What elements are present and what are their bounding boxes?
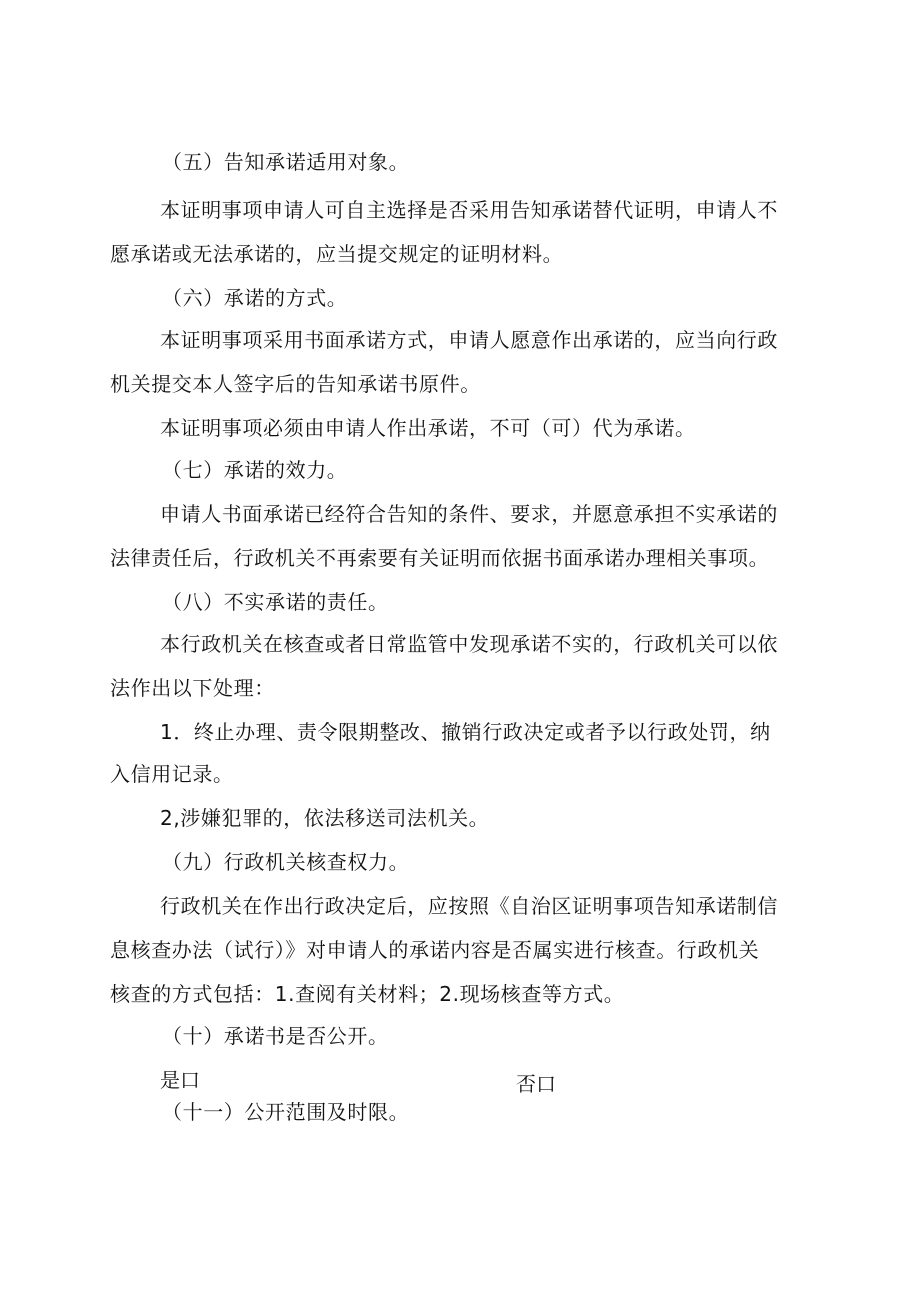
section-6-paragraph-line-1: 本证明事项采用书面承诺方式，申请人愿意作出承诺的，应当向行政 <box>160 328 778 352</box>
section-8-item-1-line-1: 1．终止办理、责令限期整改、撤销行政决定或者予以行政处罚，纳 <box>160 720 771 744</box>
section-7-heading: （七）承诺的效力。 <box>162 458 348 482</box>
publish-yes-option: 是口 <box>160 1068 200 1092</box>
section-7-paragraph-line-1: 申请人书面承诺已经符合告知的条件、要求，并愿意承担不实承诺的 <box>160 502 778 526</box>
section-7-paragraph-line-2: 法律责任后，行政机关不再索要有关证明而依据书面承诺办理相关事项。 <box>110 546 770 570</box>
section-6-heading: （六）承诺的方式。 <box>162 286 348 310</box>
section-6-paragraph-2: 本证明事项必须由申请人作出承诺，不可（可）代为承诺。 <box>160 416 696 440</box>
section-10-heading: （十）承诺书是否公开。 <box>162 1024 389 1048</box>
section-9-heading: （九）行政机关核查权力。 <box>162 850 410 874</box>
section-8-item-1-line-2: 入信用记录。 <box>110 762 234 786</box>
section-6-paragraph-line-2: 机关提交本人签字后的告知承诺书原件。 <box>110 372 481 396</box>
section-5-paragraph-line-2: 愿承诺或无法承诺的，应当提交规定的证明材料。 <box>110 242 564 266</box>
section-11-heading: （十一）公开范围及时限。 <box>162 1100 410 1124</box>
section-5-heading: （五）告知承诺适用对象。 <box>162 150 410 174</box>
section-9-paragraph-line-2: 息核查办法（试行）》对申请人的承诺内容是否属实进行核查。行政机关 <box>110 938 760 962</box>
section-8-paragraph-line-2: 法作出以下处理： <box>110 676 275 700</box>
section-9-paragraph-line-1: 行政机关在作出行政决定后，应按照《自治区证明事项告知承诺制信 <box>160 894 778 918</box>
section-8-heading: （八）不实承诺的责任。 <box>162 590 389 614</box>
section-5-paragraph-line-1: 本证明事项申请人可自主选择是否采用告知承诺替代证明，申请人不 <box>160 198 778 222</box>
section-8-paragraph-line-1: 本行政机关在核查或者日常监管中发现承诺不实的，行政机关可以依 <box>160 632 778 656</box>
section-8-item-2: 2,涉嫌犯罪的，依法移送司法机关。 <box>160 806 490 830</box>
publish-no-option: 否口 <box>516 1072 556 1096</box>
section-9-paragraph-line-3: 核查的方式包括：1.查阅有关材料；2.现场核查等方式。 <box>110 982 625 1006</box>
